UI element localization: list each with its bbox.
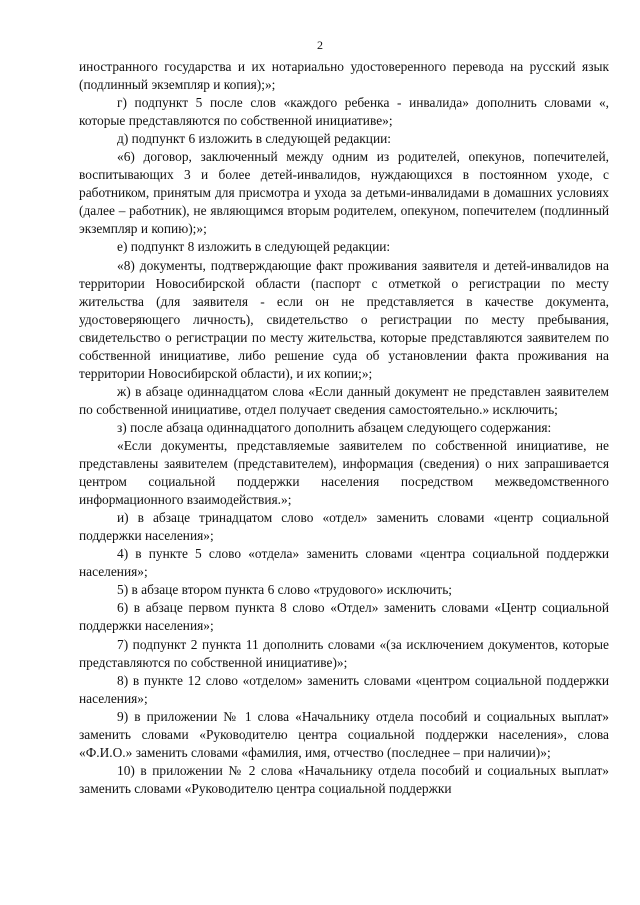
paragraph: 8) в пункте 12 слово «отделом» заменить словами «центром социальной поддержки населения»; [79,672,609,706]
paragraph: «6) договор, заключенный между одним из родителей, опекунов, попечителей, воспитывающих 3 и более детей-инвалидов, нуждающихся в постоянном уходе, с работником, принятым для присмотра и ухода за детьми-инвалидами в домашних условиях (далее – работник), не являющимся вторым родителем, опекуном, попечителем (подлинный экземпляр и копию);»; [79,149,609,237]
paragraph: д) подпункт 6 изложить в следующей редакции: [117,131,392,147]
paragraph: ж) в абзаце одиннадцатом слова «Если данный документ не представлен заявителем по собственной инициативе, отдел получает сведения самостоятельно.» исключить; [79,383,609,417]
paragraph: «8) документы, подтверждающие факт проживания заявителя и детей-инвалидов на территории Новосибирской области (паспорт с отметкой о регистрации по месту жительства (для заявителя - если он не представляется в качестве документа, удостоверяющего личность), свидетельство о регистрации по месту пребывания, свидетельство о регистрации по месту жительства, которые представляются заявителем по собственной инициативе, либо решение суда об установлении факта проживания на территории Новосибирской области), и их копии;»; [79,257,609,381]
paragraph: 9) в приложении № 1 слова «Начальнику отдела пособий и социальных выплат» заменить словами «Руководителю центра социальной поддержки населения», слова «Ф.И.О.» заменить словами «фамилия, имя, отчество (последнее – при наличии)»; [79,708,609,760]
page-number: 2 [317,38,323,52]
paragraph: 5) в абзаце втором пункта 6 слово «трудового» исключить; [117,582,453,598]
paragraph: иностранного государства и их нотариально удостоверенного перевода на русский язык (подлинный экземпляр и копия);»; [79,59,609,93]
paragraph: 7) подпункт 2 пункта 11 дополнить словами «(за исключением документов, которые представляются по собственной инициативе)»; [79,636,609,670]
paragraph: и) в абзаце тринадцатом слово «отдел» заменить словами «центр социальной поддержки населения»; [79,510,609,544]
paragraph: з) после абзаца одиннадцатого дополнить абзацем следующего содержания: [117,419,552,435]
paragraph: 6) в абзаце первом пункта 8 слово «Отдел» заменить словами «Центр социальной поддержки населения»; [79,600,609,634]
document-body [79,58,609,798]
paragraph: 4) в пункте 5 слово «отдела» заменить словами «центра социальной поддержки населения»; [79,546,609,580]
paragraph: 10) в приложении № 2 слова «Начальнику отдела пособий и социальных выплат» заменить словами «Руководителю центра социальной поддержки [79,762,609,796]
paragraph: «Если документы, представляемые заявителем по собственной инициативе, не представлены заявителем (представителем), информация (сведения) о них запрашивается центром социальной поддержки населения посредством межведомственного информационного взаимодействия.»; [79,437,609,508]
paragraph: е) подпункт 8 изложить в следующей редакции: [117,239,391,255]
paragraph: г) подпункт 5 после слов «каждого ребенка - инвалида» дополнить словами «, которые представляются по собственной инициативе»; [79,95,609,129]
